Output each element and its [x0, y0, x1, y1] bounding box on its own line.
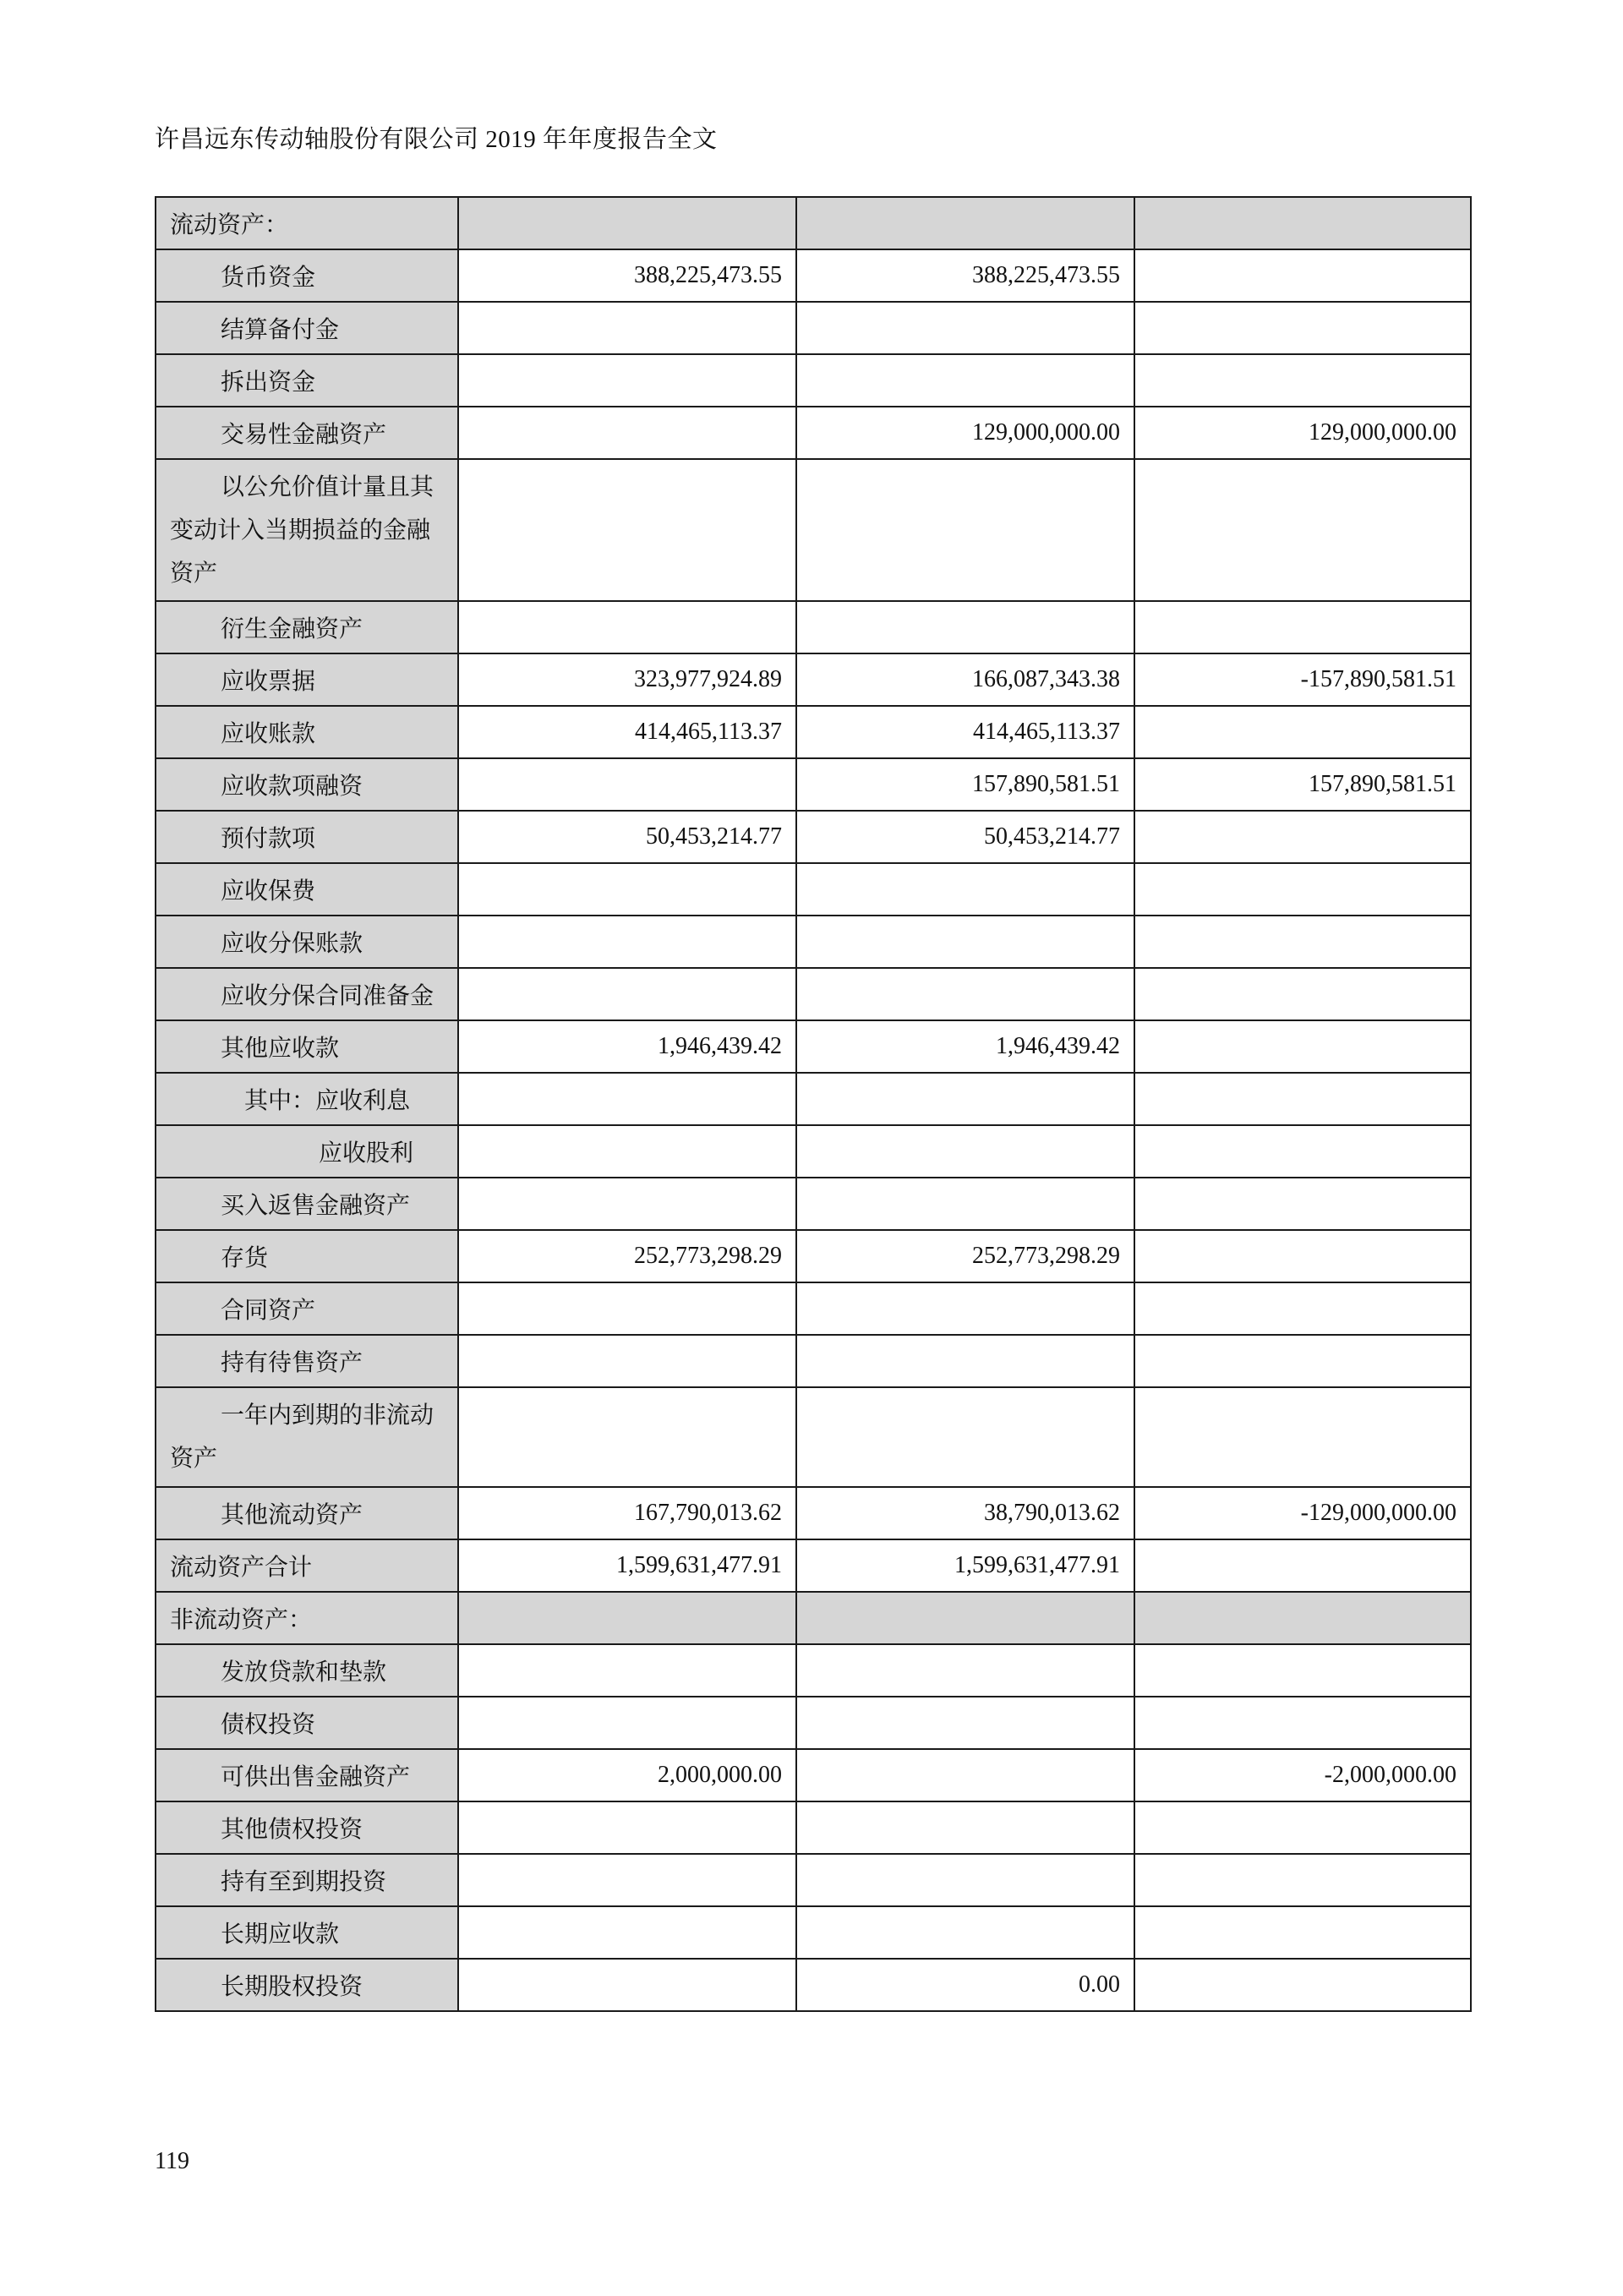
cell-value: -157,890,581.51: [1134, 653, 1471, 706]
table-row: [156, 863, 1471, 916]
row-label: 可供出售金融资产: [156, 1749, 458, 1801]
cell-value: [458, 354, 796, 407]
cell-value: [796, 1801, 1134, 1854]
row-label: 衍生金融资产: [156, 601, 458, 653]
table-row: [156, 249, 1471, 302]
row-label-line: 资产: [170, 560, 218, 587]
cell-value: 157,890,581.51: [796, 758, 1134, 811]
row-label: 买入返售金融资产: [156, 1178, 458, 1230]
cell-value: [796, 1282, 1134, 1335]
cell-value: [1134, 1335, 1471, 1387]
cell-value: [796, 863, 1134, 916]
cell-value: [1134, 916, 1471, 968]
cell-value: [1134, 249, 1471, 302]
cell-value: 1,946,439.42: [796, 1020, 1134, 1073]
cell-value: 414,465,113.37: [796, 706, 1134, 758]
table-row: [156, 653, 1471, 706]
cell-value: [458, 407, 796, 459]
table-row: [156, 1020, 1471, 1073]
page-number: 119: [155, 2148, 189, 2174]
cell-value: [796, 1749, 1134, 1801]
cell-value: 129,000,000.00: [796, 407, 1134, 459]
row-label: 发放贷款和垫款: [156, 1644, 458, 1697]
cell-value: [796, 1178, 1134, 1230]
cell-value: [1134, 863, 1471, 916]
table-row: [156, 601, 1471, 653]
cell-value: [458, 1282, 796, 1335]
cell-value: [796, 197, 1134, 249]
table-row: [156, 1073, 1471, 1125]
row-label: 应收款项融资: [156, 758, 458, 811]
cell-value: 2,000,000.00: [458, 1749, 796, 1801]
row-label: 非流动资产：: [156, 1592, 458, 1644]
table-row: [156, 1697, 1471, 1749]
table-row: [156, 968, 1471, 1020]
cell-value: [1134, 302, 1471, 354]
table-row: [156, 706, 1471, 758]
row-label: 应收分保账款: [156, 916, 458, 968]
cell-value: [1134, 197, 1471, 249]
cell-value: [1134, 968, 1471, 1020]
row-label: 其他流动资产: [156, 1487, 458, 1539]
table-row: [156, 407, 1471, 459]
table-row: [156, 1230, 1471, 1282]
cell-value: [796, 1697, 1134, 1749]
cell-value: 0.00: [796, 1959, 1134, 2011]
table-row: [156, 354, 1471, 407]
cell-value: 414,465,113.37: [458, 706, 796, 758]
cell-value: [458, 197, 796, 249]
cell-value: [1134, 1854, 1471, 1906]
cell-value: [796, 1387, 1134, 1487]
cell-value: [458, 459, 796, 601]
table-row: [156, 1387, 1471, 1487]
cell-value: 166,087,343.38: [796, 653, 1134, 706]
cell-value: [796, 916, 1134, 968]
cell-value: [796, 968, 1134, 1020]
cell-value: [1134, 706, 1471, 758]
table-row: [156, 758, 1471, 811]
table-row: [156, 1539, 1471, 1592]
table-row: [156, 1959, 1471, 2011]
cell-value: 1,599,631,477.91: [796, 1539, 1134, 1592]
row-label: 结算备付金: [156, 302, 458, 354]
cell-value: [458, 1387, 796, 1487]
cell-value: [796, 601, 1134, 653]
cell-value: 252,773,298.29: [458, 1230, 796, 1282]
row-label: 拆出资金: [156, 354, 458, 407]
row-label: 存货: [156, 1230, 458, 1282]
row-label: 应收分保合同准备金: [156, 968, 458, 1020]
cell-value: [796, 1854, 1134, 1906]
table-row: [156, 916, 1471, 968]
cell-value: -129,000,000.00: [1134, 1487, 1471, 1539]
cell-value: [1134, 1020, 1471, 1073]
table-row: [156, 1178, 1471, 1230]
cell-value: [796, 1592, 1134, 1644]
row-label-line: 以公允价值计量且其: [221, 473, 434, 500]
table-row: [156, 1906, 1471, 1959]
cell-value: [1134, 1387, 1471, 1487]
cell-value: 38,790,013.62: [796, 1487, 1134, 1539]
cell-value: [458, 601, 796, 653]
cell-value: [458, 302, 796, 354]
cell-value: [796, 354, 1134, 407]
table-row: [156, 302, 1471, 354]
cell-value: [458, 968, 796, 1020]
cell-value: [1134, 811, 1471, 863]
cell-value: [458, 1125, 796, 1178]
cell-value: 129,000,000.00: [1134, 407, 1471, 459]
row-label: 交易性金融资产: [156, 407, 458, 459]
cell-value: [1134, 1178, 1471, 1230]
cell-value: [796, 1335, 1134, 1387]
cell-value: [1134, 1801, 1471, 1854]
cell-value: 388,225,473.55: [458, 249, 796, 302]
row-label: 其中：应收利息: [156, 1073, 458, 1125]
cell-value: [1134, 1644, 1471, 1697]
cell-value: [458, 1697, 796, 1749]
cell-value: [1134, 1959, 1471, 2011]
row-label-line: 资产: [170, 1446, 218, 1472]
cell-value: 167,790,013.62: [458, 1487, 796, 1539]
cell-value: [1134, 459, 1471, 601]
cell-value: [458, 1073, 796, 1125]
cell-value: 388,225,473.55: [796, 249, 1134, 302]
table-row: [156, 811, 1471, 863]
cell-value: [1134, 1906, 1471, 1959]
row-label: 应收账款: [156, 706, 458, 758]
row-label: 长期应收款: [156, 1906, 458, 1959]
cell-value: [1134, 1282, 1471, 1335]
cell-value: [1134, 1592, 1471, 1644]
row-label: 债权投资: [156, 1697, 458, 1749]
cell-value: [458, 1906, 796, 1959]
cell-value: 252,773,298.29: [796, 1230, 1134, 1282]
cell-value: [796, 1125, 1134, 1178]
table-row: [156, 1592, 1471, 1644]
row-label-line: 变动计入当期损益的金融: [170, 517, 431, 544]
row-label-multiline: [156, 459, 458, 601]
table-row: [156, 1282, 1471, 1335]
row-label: 应收股利: [156, 1125, 458, 1178]
row-label: 应收保费: [156, 863, 458, 916]
table-row: [156, 1644, 1471, 1697]
row-label: 货币资金: [156, 249, 458, 302]
row-label: 持有待售资产: [156, 1335, 458, 1387]
row-label: 合同资产: [156, 1282, 458, 1335]
row-label: 流动资产：: [156, 197, 458, 249]
cell-value: [458, 1854, 796, 1906]
cell-value: [1134, 1125, 1471, 1178]
cell-value: -2,000,000.00: [1134, 1749, 1471, 1801]
cell-value: [458, 758, 796, 811]
cell-value: [1134, 1073, 1471, 1125]
table-row: [156, 459, 1471, 601]
row-label: 其他应收款: [156, 1020, 458, 1073]
cell-value: [458, 1178, 796, 1230]
row-label: 其他债权投资: [156, 1801, 458, 1854]
table-row: [156, 1749, 1471, 1801]
cell-value: [458, 1644, 796, 1697]
cell-value: [458, 1801, 796, 1854]
table-row: [156, 1801, 1471, 1854]
cell-value: 1,946,439.42: [458, 1020, 796, 1073]
table-row: [156, 1487, 1471, 1539]
cell-value: 50,453,214.77: [796, 811, 1134, 863]
cell-value: [1134, 1539, 1471, 1592]
cell-value: [1134, 601, 1471, 653]
cell-value: [1134, 1230, 1471, 1282]
row-label: 流动资产合计: [156, 1539, 458, 1592]
table-row: [156, 1125, 1471, 1178]
cell-value: [796, 1073, 1134, 1125]
row-label-line: 一年内到期的非流动: [221, 1402, 434, 1429]
row-label-multiline: [156, 1387, 458, 1487]
cell-value: [458, 863, 796, 916]
cell-value: [1134, 354, 1471, 407]
cell-value: [458, 1335, 796, 1387]
cell-value: [796, 459, 1134, 601]
table-row: [156, 1335, 1471, 1387]
cell-value: 157,890,581.51: [1134, 758, 1471, 811]
cell-value: [458, 1592, 796, 1644]
cell-value: [796, 1906, 1134, 1959]
balance-sheet-table: [155, 196, 1472, 2012]
row-label: 持有至到期投资: [156, 1854, 458, 1906]
row-label: 预付款项: [156, 811, 458, 863]
cell-value: [458, 916, 796, 968]
row-label: 长期股权投资: [156, 1959, 458, 2011]
table-row: [156, 197, 1471, 249]
row-label: 应收票据: [156, 653, 458, 706]
cell-value: [796, 302, 1134, 354]
cell-value: 50,453,214.77: [458, 811, 796, 863]
cell-value: [458, 1959, 796, 2011]
cell-value: [796, 1644, 1134, 1697]
page-header-title: 许昌远东传动轴股份有限公司 2019 年年度报告全文: [155, 126, 718, 153]
table-row: [156, 1854, 1471, 1906]
cell-value: [1134, 1697, 1471, 1749]
cell-value: 1,599,631,477.91: [458, 1539, 796, 1592]
cell-value: 323,977,924.89: [458, 653, 796, 706]
